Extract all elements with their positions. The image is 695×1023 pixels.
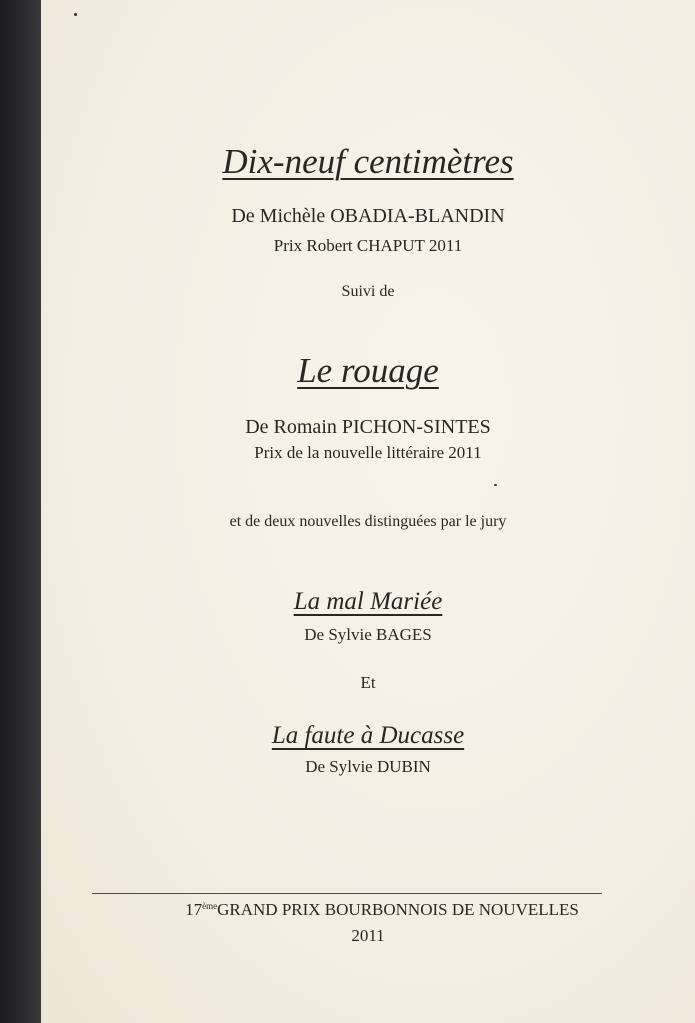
story-title-4: La faute à Ducasse — [271, 722, 465, 749]
contest-title: GRAND PRIX BOURBONNOIS DE NOUVELLES — [217, 900, 579, 919]
contest-year: 2011 — [351, 926, 385, 945]
story-title-3: La mal Mariée — [293, 588, 443, 615]
story-title-1: Dix-neuf centimètres — [222, 142, 514, 181]
footer-divider — [92, 893, 602, 894]
story-author-2: De Romain PICHON-SINTES — [245, 416, 491, 438]
story-prize-1: Prix Robert CHAPUT 2011 — [273, 236, 463, 255]
connector-suivi-de: Suivi de — [341, 283, 395, 300]
ink-speck — [74, 13, 77, 16]
ink-speck — [494, 484, 497, 486]
story-author-1: De Michèle OBADIA-BLANDIN — [231, 205, 505, 227]
story-title-2: Le rouage — [297, 351, 439, 390]
story-author-3: De Sylvie BAGES — [304, 625, 432, 644]
book-spine-edge — [0, 0, 41, 1023]
story-prize-2: Prix de la nouvelle littéraire 2011 — [254, 443, 482, 462]
connector-et: Et — [360, 673, 376, 692]
story-author-4: De Sylvie DUBIN — [305, 757, 431, 776]
edition-number: 17 — [185, 900, 203, 919]
contest-name — [55, 900, 695, 920]
connector-jury: et de deux nouvelles distinguées par le jury — [229, 513, 507, 530]
edition-suffix: ème — [202, 901, 218, 911]
